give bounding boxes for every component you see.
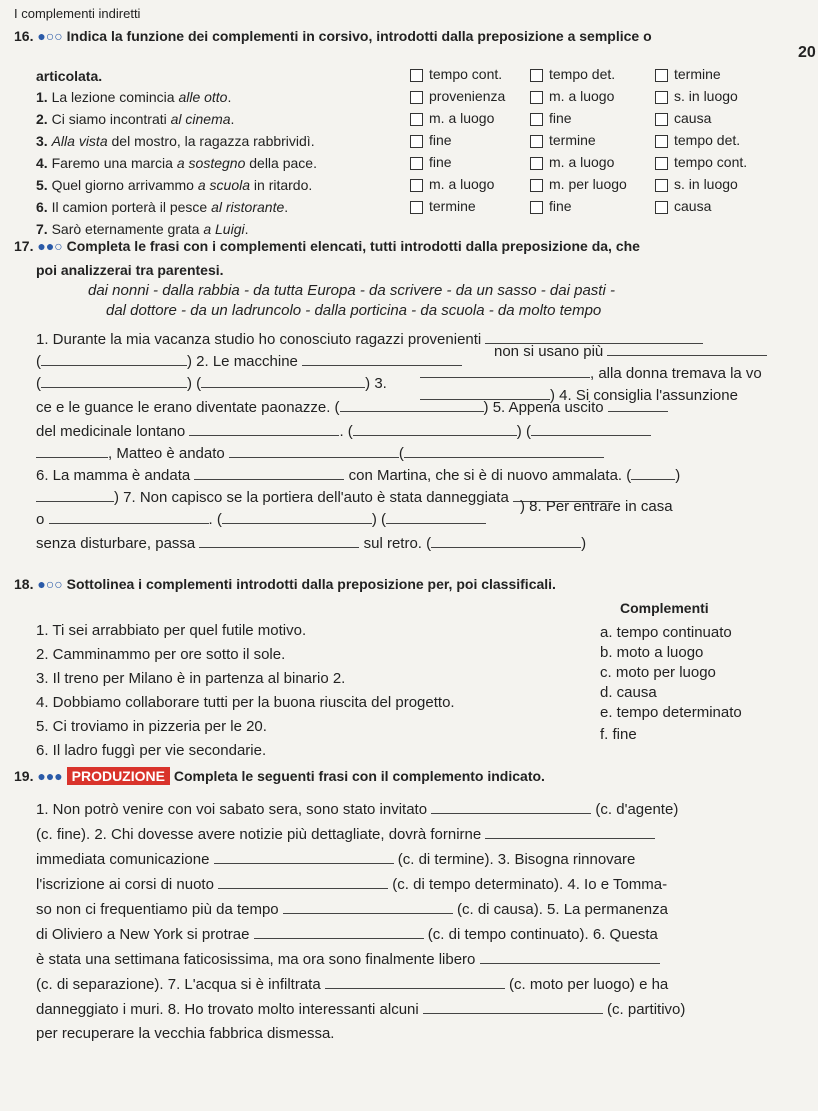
- answer-option-label: s. in luogo: [674, 88, 738, 104]
- ex17-blank-10[interactable]: [608, 398, 668, 412]
- ex17-blank-16[interactable]: [404, 444, 604, 458]
- ex17-blank-6[interactable]: [201, 374, 365, 388]
- ex19-badge: PRODUZIONE: [67, 767, 170, 785]
- answer-checkbox[interactable]: [410, 113, 423, 126]
- sentence-text: Faremo una marcia: [51, 155, 177, 171]
- answer-checkbox[interactable]: [655, 113, 668, 126]
- ex17-line-9b: ) 8. Per entrare in casa: [520, 498, 673, 515]
- sentence-text: .: [230, 111, 235, 127]
- answer-checkbox[interactable]: [655, 135, 668, 148]
- sentence-number: 4.: [36, 155, 52, 171]
- ex18-sentence: 3. Il treno per Milano è in partenza al binario 2.: [36, 670, 346, 687]
- ex19-line-text: di Oliviero a New York si protrae: [36, 926, 254, 943]
- ex19-difficulty: ●●●: [37, 768, 63, 784]
- ex19-answer-blank[interactable]: [214, 850, 394, 864]
- answer-checkbox[interactable]: [410, 91, 423, 104]
- answer-option-label: fine: [429, 154, 452, 170]
- ex19-line: [36, 850, 635, 868]
- ex19-answer-blank[interactable]: [283, 900, 453, 914]
- ex18-sentence: 5. Ci troviamo in pizzeria per le 20.: [36, 718, 267, 735]
- ex19-line: [36, 1000, 685, 1018]
- sentence-italic: a sostegno: [176, 155, 246, 171]
- answer-option-label: termine: [429, 198, 476, 214]
- ex19-number: 19.: [14, 768, 34, 784]
- answer-option-label: termine: [674, 66, 721, 82]
- ex17-number: 17.: [14, 238, 34, 254]
- ex16-sentence: [36, 155, 317, 171]
- ex16-number: 16.: [14, 28, 34, 44]
- answer-checkbox[interactable]: [530, 179, 543, 192]
- ex19-answer-blank[interactable]: [423, 1000, 603, 1014]
- sentence-italic: al ristorante: [211, 199, 285, 215]
- ex19-line-text: (c. di separazione). 7. L'acqua si è infiltrata: [36, 976, 325, 993]
- sentence-italic: al cinema: [170, 111, 231, 127]
- ex16-difficulty: ●○○: [37, 28, 63, 44]
- ex16-sentence: [36, 133, 315, 149]
- answer-option-label: m. a luogo: [429, 110, 495, 126]
- ex17-blank-17[interactable]: [194, 466, 344, 480]
- answer-option-label: provenienza: [429, 88, 506, 104]
- ex17-difficulty: ●●○: [37, 238, 63, 254]
- ex19-line-text: è stata una settimana faticosissima, ma ora sono finalmente libero: [36, 951, 480, 968]
- ex19-complement-hint: (c. di termine). 3. Bisogna rinnovare: [393, 851, 636, 868]
- answer-option-label: fine: [549, 110, 572, 126]
- sentence-number: 6.: [36, 199, 52, 215]
- ex19-line: [36, 825, 655, 843]
- answer-option-label: tempo cont.: [674, 154, 748, 170]
- sentence-italic: a Luigi: [203, 221, 245, 237]
- ex19-line-text: per recuperare la vecchia fabbrica dismessa.: [36, 1025, 335, 1042]
- ex17-word-list-1: dai nonni - dalla rabbia - da tutta Europa - da scrivere - da un sasso - dai pasti -: [88, 282, 615, 299]
- answer-checkbox[interactable]: [410, 201, 423, 214]
- ex18-complemento: c. moto per luogo: [600, 664, 716, 681]
- ex19-line-text: 1. Non potrò venire con voi sabato sera, sono stato invitato: [36, 801, 432, 818]
- sentence-text: .: [244, 221, 249, 237]
- ex17-line-1: 1. Durante la mia vacanza studio ho conosciuto ragazzi provenienti: [36, 330, 703, 348]
- ex17-line-3b: , alla donna tremava la vo: [420, 364, 762, 382]
- ex17-blank-11[interactable]: [189, 422, 339, 436]
- answer-checkbox[interactable]: [530, 91, 543, 104]
- sentence-number: 1.: [36, 89, 52, 105]
- ex17-blank-22[interactable]: [222, 510, 372, 524]
- answer-checkbox[interactable]: [410, 179, 423, 192]
- answer-checkbox[interactable]: [530, 157, 543, 170]
- ex16-sentence: [36, 111, 234, 127]
- answer-checkbox[interactable]: [410, 69, 423, 82]
- ex18-complemento: f. fine: [600, 726, 637, 743]
- ex17-blank-23[interactable]: [386, 510, 486, 524]
- ex19-instruction: Completa le seguenti frasi con il complemento indicato.: [173, 768, 545, 784]
- ex18-sentence: 6. Il ladro fuggì per vie secondarie.: [36, 742, 267, 759]
- answer-option-label: m. a luogo: [549, 154, 615, 170]
- ex17-instruction-cont: poi analizzerai tra parentesi.: [36, 262, 224, 278]
- answer-checkbox[interactable]: [530, 113, 543, 126]
- ex17-line-4: ce e le guance le erano diventate paonazze. ( ) 5. Appena uscito: [36, 398, 668, 416]
- ex19-line-text: so non ci frequentiamo più da tempo: [36, 901, 283, 918]
- ex17-line-3c: ) 4. Si consiglia l'assunzione: [420, 386, 738, 404]
- answer-checkbox[interactable]: [530, 69, 543, 82]
- answer-checkbox[interactable]: [410, 157, 423, 170]
- answer-checkbox[interactable]: [655, 179, 668, 192]
- sentence-number: 3.: [36, 133, 52, 149]
- answer-checkbox[interactable]: [410, 135, 423, 148]
- answer-option-label: tempo det.: [549, 66, 616, 82]
- ex17-line-3: ( ) ( ) 3.: [36, 375, 387, 392]
- ex18-complemento: a. tempo continuato: [600, 624, 732, 641]
- answer-option-label: tempo cont.: [429, 66, 503, 82]
- ex19-answer-blank[interactable]: [431, 800, 591, 814]
- ex17-line-2: ( ) 2. Le macchine: [36, 352, 462, 370]
- ex19-answer-blank[interactable]: [254, 925, 424, 939]
- ex19-line-text: (c. fine). 2. Chi dovesse avere notizie più dettagliate, dovrà fornirne: [36, 826, 486, 843]
- ex19-line-text: l'iscrizione ai corsi di nuoto: [36, 876, 219, 893]
- ex17-heading: [14, 238, 640, 254]
- ex16-instruction-cont: articolata.: [36, 68, 103, 84]
- ex18-complemento: e. tempo determinato: [600, 704, 742, 721]
- ex19-line: [36, 800, 678, 818]
- sentence-text: della pace.: [245, 155, 317, 171]
- ex17-instruction: Completa le frasi con i complementi elencati, tutti introdotti dalla preposizione da, che: [66, 238, 640, 254]
- ex19-complement-hint: (c. di causa). 5. La permanenza: [452, 901, 668, 918]
- sentence-number: 5.: [36, 177, 52, 193]
- ex19-line-text: danneggiato i muri. 8. Ho trovato molto interessanti alcuni: [36, 1001, 423, 1018]
- sentence-number: 7.: [36, 221, 52, 237]
- ex17-blank-13[interactable]: [531, 422, 651, 436]
- ex18-number: 18.: [14, 576, 34, 592]
- ex18-sentence: 2. Camminammo per ore sotto il sole.: [36, 646, 286, 663]
- ex19-answer-blank[interactable]: [325, 975, 505, 989]
- ex18-complemento: d. causa: [600, 684, 657, 701]
- ex17-blank-12[interactable]: [353, 422, 517, 436]
- ex17-blank-24[interactable]: [199, 534, 359, 548]
- ex16-sentence: [36, 221, 249, 237]
- ex16-sentence: [36, 89, 231, 105]
- answer-checkbox[interactable]: [655, 69, 668, 82]
- ex16-sentence: [36, 177, 312, 193]
- ex18-instruction: Sottolinea i complementi introdotti dalla preposizione per, poi classificali.: [66, 576, 556, 592]
- ex19-complement-hint: (c. moto per luogo) e ha: [504, 976, 669, 993]
- ex17-blank-5[interactable]: [41, 374, 187, 388]
- sentence-text: Sarò eternamente grata: [51, 221, 204, 237]
- ex17-line-10: senza disturbare, passa sul retro. ( ): [36, 535, 587, 552]
- answer-option-label: m. a luogo: [549, 88, 615, 104]
- sentence-italic: alle otto: [178, 89, 228, 105]
- sentence-text: in ritardo.: [250, 177, 313, 193]
- ex19-line: [36, 950, 660, 968]
- ex17-line-8: ) 7. Non capisco se la portiera dell'auto è stata danneggiata: [36, 488, 613, 506]
- ex19-answer-blank[interactable]: [485, 825, 655, 839]
- ex16-heading: [14, 28, 652, 44]
- ex18-complemento: b. moto a luogo: [600, 644, 704, 661]
- sentence-text: .: [227, 89, 232, 105]
- ex17-blank-19[interactable]: [36, 488, 114, 502]
- ex17-line-7: 6. La mamma è andata con Martina, che si è di nuovo ammalata. ( ): [36, 467, 681, 484]
- ex19-line-text: immediata comunicazione: [36, 851, 214, 868]
- answer-option-label: termine: [549, 132, 596, 148]
- ex18-complementi-title: Complementi: [620, 600, 709, 616]
- ex19-heading: [14, 768, 545, 784]
- answer-checkbox[interactable]: [655, 157, 668, 170]
- page-marker: 20: [798, 44, 816, 61]
- ex17-blank-7[interactable]: [420, 364, 590, 378]
- sentence-text: Quel giorno arrivammo: [51, 177, 198, 193]
- sentence-text: La lezione comincia: [51, 89, 179, 105]
- ex17-blank-21[interactable]: [49, 510, 209, 524]
- chapter-title: I complementi indiretti: [14, 6, 141, 21]
- ex19-line: [36, 900, 668, 918]
- ex17-blank-25[interactable]: [431, 534, 581, 548]
- sentence-italic: Alla vista: [51, 133, 108, 149]
- ex17-blank-9[interactable]: [340, 398, 484, 412]
- ex17-blank-4[interactable]: [607, 342, 767, 356]
- answer-option-label: fine: [429, 132, 452, 148]
- ex17-blank-18[interactable]: [631, 466, 675, 480]
- answer-checkbox[interactable]: [530, 135, 543, 148]
- ex17-blank-2[interactable]: [41, 352, 187, 366]
- ex19-complement-hint: (c. di tempo continuato). 6. Questa: [423, 926, 658, 943]
- ex18-sentence: 1. Ti sei arrabbiato per quel futile motivo.: [36, 622, 307, 639]
- answer-checkbox[interactable]: [655, 201, 668, 214]
- ex17-line-6: , Matteo è andato (: [36, 444, 604, 462]
- answer-option-label: m. a luogo: [429, 176, 495, 192]
- answer-option-label: m. per luogo: [549, 176, 627, 192]
- ex19-complement-hint: (c. partitivo): [602, 1001, 686, 1018]
- ex19-line: [36, 925, 658, 943]
- ex18-heading: [14, 576, 556, 592]
- answer-option-label: causa: [674, 110, 712, 126]
- sentence-italic: a scuola: [197, 177, 251, 193]
- sentence-text: Il camion porterà il pesce: [51, 199, 212, 215]
- ex19-line: [36, 975, 668, 993]
- ex16-sentence: [36, 199, 288, 215]
- ex19-complement-hint: (c. d'agente): [591, 801, 679, 818]
- ex17-line-2b: non si usano più: [494, 342, 767, 360]
- ex17-line-5: del medicinale lontano . ( ) (: [36, 422, 651, 440]
- ex19-answer-blank[interactable]: [218, 875, 388, 889]
- answer-checkbox[interactable]: [530, 201, 543, 214]
- answer-checkbox[interactable]: [655, 91, 668, 104]
- ex17-line-9: o . ( ) (: [36, 510, 486, 528]
- ex17-blank-14[interactable]: [36, 444, 108, 458]
- sentence-text: Ci siamo incontrati: [51, 111, 171, 127]
- ex19-complement-hint: (c. di tempo determinato). 4. Io e Tomma-: [388, 876, 668, 893]
- sentence-text: del mostro, la ragazza rabbrividì.: [107, 133, 315, 149]
- answer-option-label: s. in luogo: [674, 176, 738, 192]
- answer-option-label: fine: [549, 198, 572, 214]
- ex18-sentence: 4. Dobbiamo collaborare tutti per la buona riuscita del progetto.: [36, 694, 455, 711]
- ex19-line: [36, 1025, 334, 1042]
- ex16-instruction: Indica la funzione dei complementi in corsivo, introdotti dalla preposizione a semplice o: [66, 28, 652, 44]
- ex17-word-list-2: dal dottore - da un ladruncolo - dalla porticina - da scuola - da molto tempo: [106, 302, 602, 319]
- sentence-number: 2.: [36, 111, 52, 127]
- sentence-text: .: [284, 199, 289, 215]
- ex19-line: [36, 875, 667, 893]
- ex18-difficulty: ●○○: [37, 576, 63, 592]
- answer-option-label: tempo det.: [674, 132, 741, 148]
- answer-option-label: causa: [674, 198, 712, 214]
- ex17-blank-15[interactable]: [229, 444, 399, 458]
- ex19-answer-blank[interactable]: [480, 950, 660, 964]
